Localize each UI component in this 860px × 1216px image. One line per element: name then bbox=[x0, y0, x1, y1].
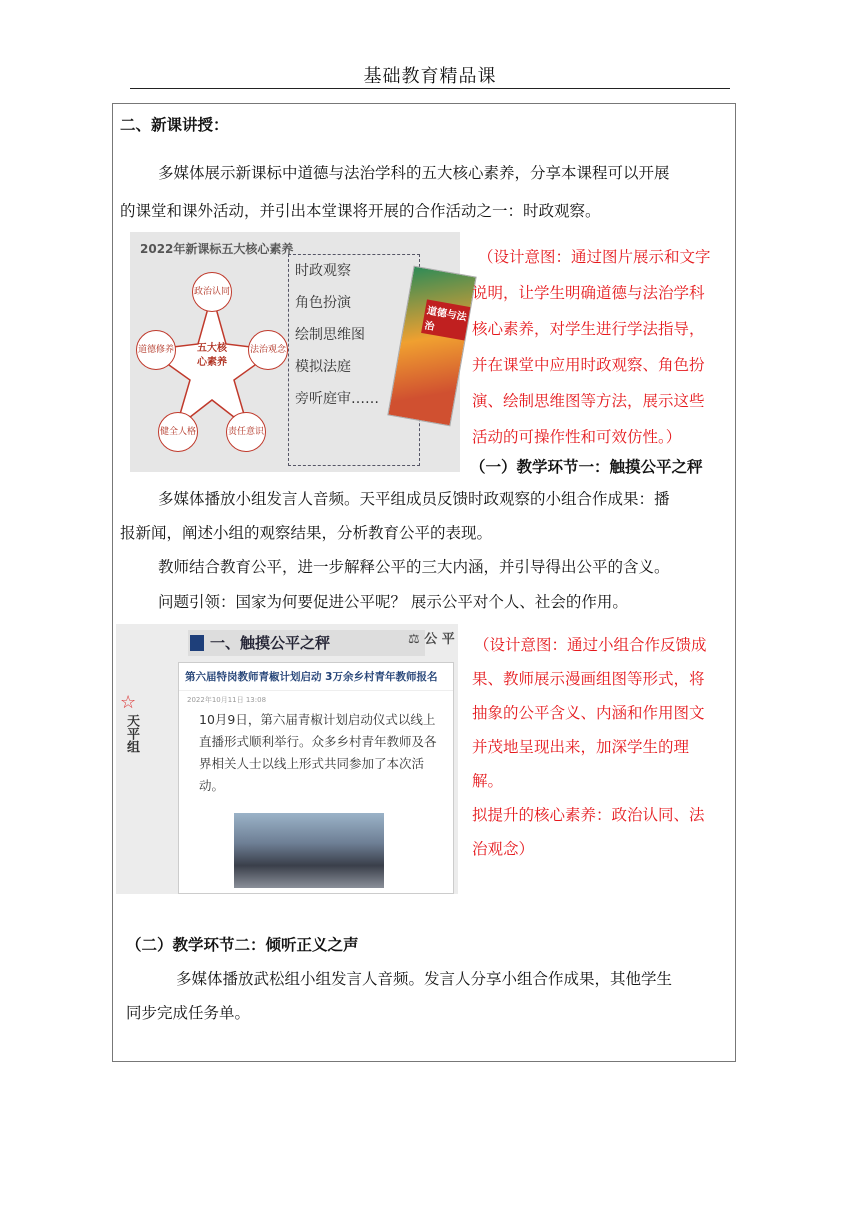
news-meta: 2022年10月11日 13:08 bbox=[187, 696, 267, 704]
activity-item: 绘制思维图 bbox=[295, 327, 365, 343]
header-divider bbox=[130, 88, 730, 89]
figure-title: 2022年新课标五大核心素养 bbox=[140, 242, 294, 256]
activity-item: 模拟法庭 bbox=[295, 359, 351, 375]
book-title: 道德与法治 bbox=[421, 299, 470, 340]
node-political: 政治认同 bbox=[192, 272, 232, 312]
group-label bbox=[120, 692, 139, 753]
star-icon: ☆ bbox=[120, 692, 137, 713]
node-law: 法治观念 bbox=[248, 330, 288, 370]
banner-text: 一、触摸公平之秤 bbox=[210, 634, 331, 652]
news-card bbox=[178, 662, 454, 894]
step1-heading: （一）教学环节一：触摸公平之秤 bbox=[470, 458, 703, 476]
step1-para2: 教师结合教育公平，进一步解释公平的三大内涵，并引导得出公平的含义。 bbox=[158, 558, 670, 576]
activity-item: 时政观察 bbox=[295, 263, 351, 279]
step2-line1: 多媒体播放武松组小组发言人音频。发言人分享小组合作成果，其他学生 bbox=[176, 970, 673, 988]
design-note-1-line-2: 说明，让学生明确道德与法治学科 bbox=[472, 284, 705, 302]
step2-line2: 同步完成任务单。 bbox=[126, 1004, 251, 1022]
node-personality: 健全人格 bbox=[158, 412, 198, 452]
fairness-slide-figure bbox=[116, 624, 458, 894]
banner-square-icon bbox=[190, 635, 204, 651]
design-note-2-line-2: 果、教师展示漫画组图等形式，将 bbox=[472, 670, 705, 688]
star-center-label: 五大核心素养 bbox=[197, 343, 227, 368]
header-title: 基础教育精品课 bbox=[363, 66, 497, 87]
design-note-2-line-4: 并茂地呈现出来，加深学生的理 bbox=[472, 738, 690, 756]
design-note-2-line-3: 抽象的公平含义、内涵和作用图文 bbox=[472, 704, 705, 722]
activity-item: 角色扮演 bbox=[295, 295, 351, 311]
design-note-1-line-3: 核心素养，对学生进行学法指导， bbox=[472, 320, 705, 338]
node-morality: 道德修养 bbox=[136, 330, 176, 370]
core-literacy-figure bbox=[130, 232, 468, 472]
meeting-photo bbox=[234, 813, 384, 888]
design-note-1-line-4: 并在课堂中应用时政观察、角色扮 bbox=[472, 356, 705, 374]
slide-banner bbox=[188, 630, 425, 656]
intro-line-2: 的课堂和课外活动，并引出本堂课将开展的合作活动之一：时政观察。 bbox=[120, 202, 601, 220]
step1-para1-line1: 多媒体播放小组发言人音频。天平组成员反馈时政观察的小组合作成果：播 bbox=[158, 490, 670, 508]
design-note-1-line-6: 活动的可操作性和可效仿性。） bbox=[472, 428, 682, 446]
design-note-1-line-1: （设计意图：通过图片展示和文字 bbox=[478, 248, 711, 266]
scale-icon: ⚖ 公 平 bbox=[408, 632, 455, 647]
design-note-2-line-1: （设计意图：通过小组合作反馈成 bbox=[474, 636, 707, 654]
section-title: 二、新课讲授： bbox=[120, 116, 229, 134]
step1-para1-line2: 报新闻，阐述小组的观察结果，分析教育公平的表现。 bbox=[120, 524, 493, 542]
news-body: 10月9日，第六届青椒计划启动仪式以线上直播形式顺利举行。众多乡村青年教师及各界相关人士以线上形式共同参加了本次活动。 bbox=[199, 712, 437, 793]
intro-line-1: 多媒体展示新课标中道德与法治学科的五大核心素养，分享本课程可以开展 bbox=[158, 164, 670, 182]
step2-heading: （二）教学环节二：倾听正义之声 bbox=[126, 936, 359, 954]
activity-item: 旁听庭审…… bbox=[295, 391, 379, 407]
design-note-2-line-7: 治观念） bbox=[472, 840, 535, 858]
news-title: 第六届特岗教师青椒计划启动 3万余乡村青年教师报名 bbox=[179, 663, 453, 691]
step1-para3: 问题引领：国家为何要促进公平呢？ 展示公平对个人、社会的作用。 bbox=[158, 593, 628, 611]
design-note-1-line-5: 演、绘制思维图等方法，展示这些 bbox=[472, 392, 705, 410]
group-label-text: 天平组 bbox=[124, 714, 139, 753]
design-note-2-line-6: 拟提升的核心素养：政治认同、法 bbox=[472, 806, 705, 824]
design-note-2-line-5: 解。 bbox=[472, 772, 504, 790]
node-responsibility: 责任意识 bbox=[226, 412, 266, 452]
scale-label: 公 平 bbox=[424, 632, 455, 647]
